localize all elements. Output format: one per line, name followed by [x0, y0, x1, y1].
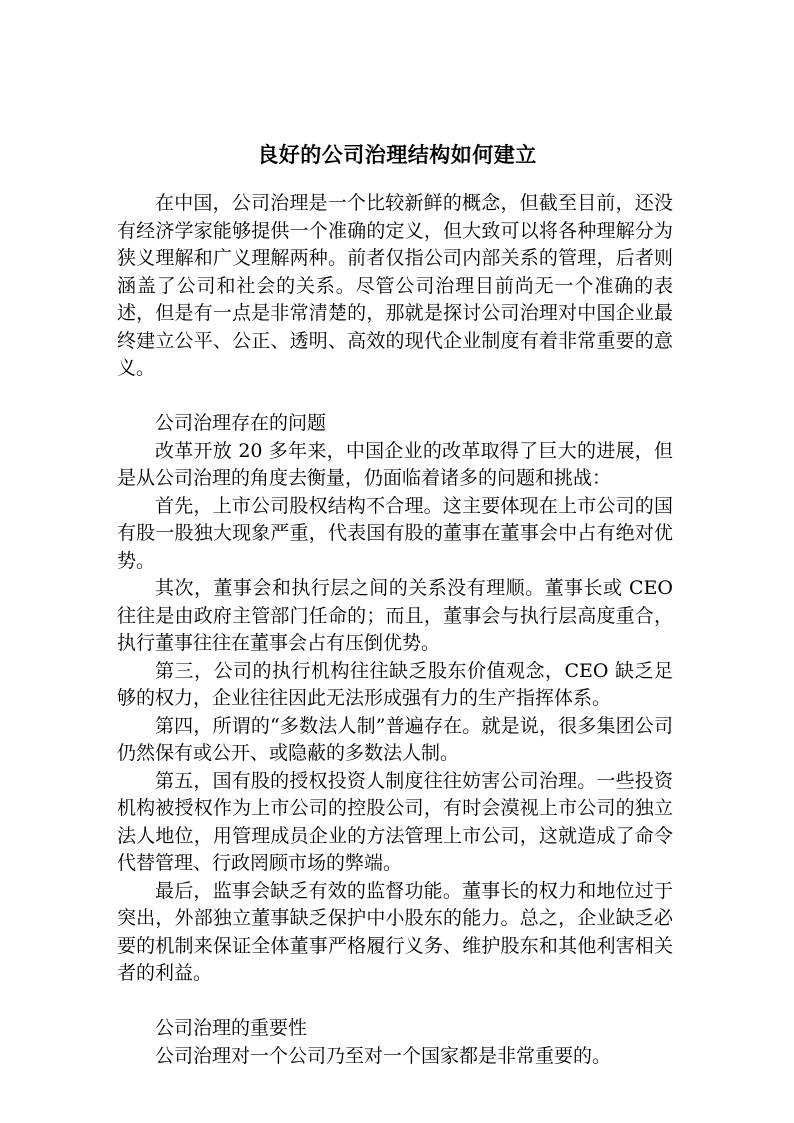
paragraph-importance: 公司治理对一个公司乃至对一个国家都是非常重要的。: [155, 1044, 612, 1067]
intro-paragraph: 在中国，公司治理是一个比较新鲜的概念，但截至目前，还没有经济学家能够提供一个准确的定义，但大致可以将各种理解分为狭义理解和广义理解两种。前者仅指公司内部关系的管理，后者则涵盖了公司和社会的关系。尽管公司治理目前尚无一个准确的表述，但是有一点是非常清楚的，那就是探讨公司治理对中国企业最终建立公平、公正、透明、高效的现代企业制度有着非常重要的意义。: [117, 192, 673, 379]
paragraph-final-point: 最后，监事会缺乏有效的监督功能。董事长的权力和地位过于突出，外部独立董事缺乏保护中小股东的能力。总之，企业缺乏必要的机制来保证全体董事严格履行义务、维护股东和其他利害相关者的利益。: [117, 879, 673, 984]
paragraph-fifth-point: 第五，国有股的授权投资人制度往往妨害公司治理。一些投资机构被授权作为上市公司的控股公司，有时会漠视上市公司的独立法人地位，用管理成员企业的方法管理上市公司，这就造成了命令代替管理、行政罔顾市场的弊端。: [117, 769, 673, 874]
document-title: 良好的公司治理结构如何建立: [257, 142, 537, 167]
paragraph-fourth-point: 第四，所谓的“多数法人制”普遍存在。就是说，很多集团公司仍然保有或公开、或隐蔽的多数法人制。: [117, 714, 673, 764]
section-heading-importance: 公司治理的重要性: [155, 1017, 308, 1039]
paragraph-first-point: 首先，上市公司股权结构不合理。这主要体现在上市公司的国有股一股独大现象严重，代表国有股的董事在董事会中占有绝对优势。: [117, 494, 673, 572]
paragraph-second-point: 其次，董事会和执行层之间的关系没有理顺。董事长或 CEO 往往是由政府主管部门任命的；而且，董事会与执行层高度重合，执行董事往往在董事会占有压倒优势。: [117, 577, 673, 654]
section-heading-problems: 公司治理存在的问题: [155, 412, 327, 434]
paragraph-gap: [117, 988, 673, 1016]
paragraph-reform-overview: 改革开放 20 多年来，中国企业的改革取得了巨大的进展，但是从公司治理的角度去衡量，仍面临着诸多的问题和挑战：: [117, 439, 673, 489]
document-body: [117, 190, 673, 1070]
paragraph-third-point: 第三，公司的执行机构往往缺乏股东价值观念，CEO 缺乏足够的权力，企业往往因此无法形成强有力的生产指挥体系。: [117, 659, 673, 709]
paragraph-gap: [117, 383, 673, 411]
